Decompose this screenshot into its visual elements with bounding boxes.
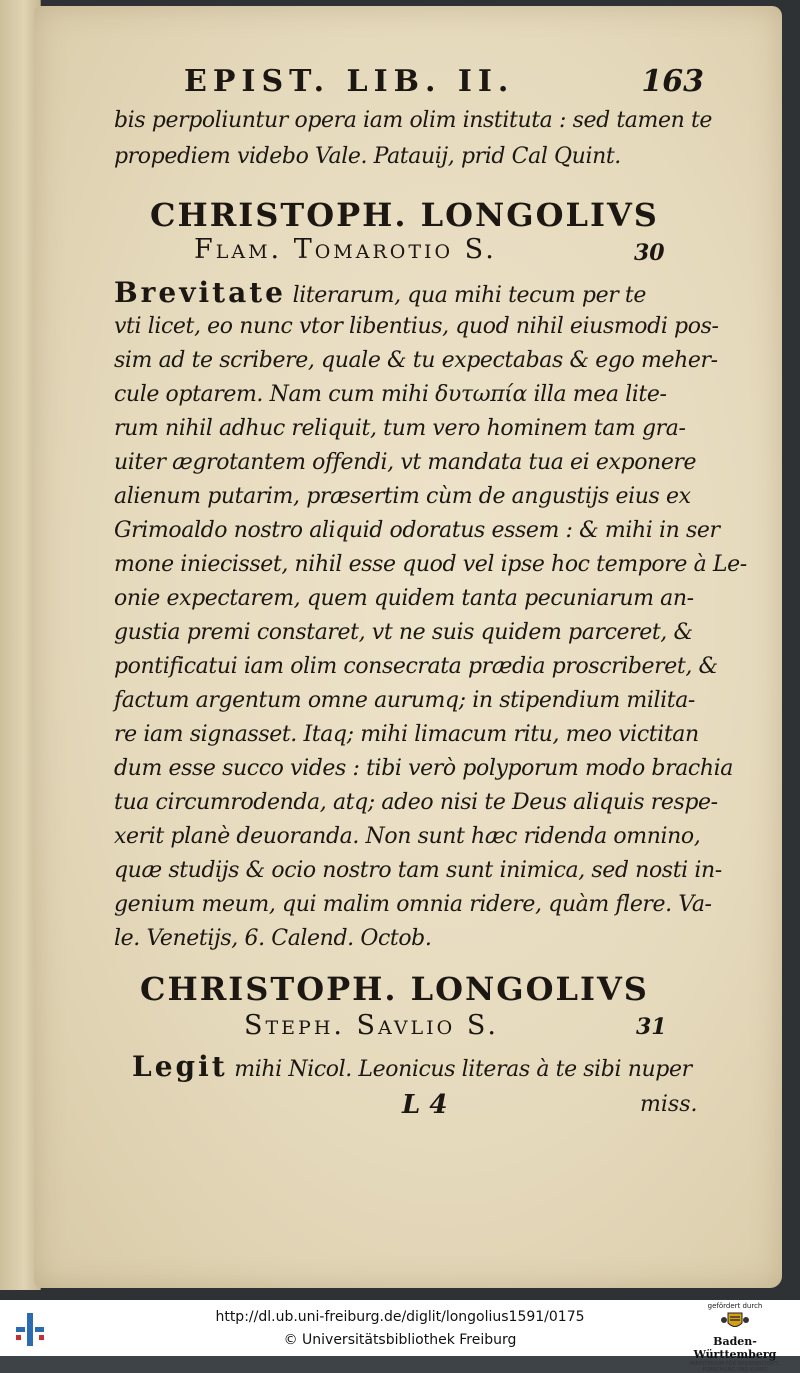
sponsor-state: Baden-Württemberg <box>693 1335 777 1361</box>
prev-letter-line: propediem videbo Vale. Patauij, prid Cal Quint. <box>114 144 621 169</box>
letter-30-dropcap: Brevitate <box>114 276 286 309</box>
letter-30-line: cule optarem. Nam cum mihi δυτωπία illa mea lite- <box>114 382 667 407</box>
letter-30-heading: CHRISTOPH. LONGOLIVS <box>150 196 659 234</box>
letter-30-line: onie expectarem, quem quidem tanta pecuniarum an- <box>114 586 694 611</box>
letter-30-line <box>114 278 704 311</box>
letter-31-number: 31 <box>636 1014 667 1040</box>
signature-mark: L 4 <box>402 1090 448 1120</box>
letter-30-line: le. Venetijs, 6. Calend. Octob. <box>114 926 432 951</box>
letter-30-line: gustia premi constaret, vt ne suis quidem parceret, & <box>114 620 693 645</box>
letter-30-number: 30 <box>634 240 665 266</box>
letter-30-line: pontificatui iam olim consecrata prædia proscriberet, & <box>114 654 718 679</box>
letter-30-line: sim ad te scribere, quale & tu expectabas & ego meher- <box>114 348 718 373</box>
letter-30-line: xerit planè deuoranda. Non sunt hæc ridenda omnino, <box>114 824 701 849</box>
state-coat-of-arms-icon <box>718 1311 752 1331</box>
permalink-url[interactable]: http://dl.ub.uni-freiburg.de/diglit/longolius1591/0175 <box>215 1309 585 1325</box>
letter-31-addressee: Steph. Savlio S. <box>244 1010 499 1041</box>
letter-30-line: dum esse succo vides : tibi verò polyporum modo brachia <box>114 756 733 781</box>
prev-letter-line: bis perpoliuntur opera iam olim instituta : sed tamen te <box>114 108 713 133</box>
letter-30-line: Grimoaldo nostro aliquid odoratus essem : & mihi in ser <box>114 518 720 543</box>
letter-30-line: genium meum, qui malim omnia ridere, quàm flere. Va- <box>114 892 712 917</box>
letter-30-line: re iam signasset. Itaq; mihi limacum ritu, meo victitan <box>114 722 699 747</box>
letter-30-line: vti licet, eo nunc vtor libentius, quod nihil eiusmodi pos- <box>114 314 719 339</box>
letter-31-heading: CHRISTOPH. LONGOLIVS <box>140 970 649 1008</box>
running-head <box>184 64 704 104</box>
letter-30-line-text: literarum, qua mihi tecum per te <box>292 283 646 308</box>
letter-30-line: rum nihil adhuc reliquit, tum vero hominem tam gra- <box>114 416 686 441</box>
folio-number: 163 <box>641 64 704 99</box>
letter-30-line: mone iniecisset, nihil esse quod vel ipse hoc tempore à Le- <box>114 552 747 577</box>
copyright-notice: © Universitätsbibliothek Freiburg <box>283 1332 517 1348</box>
letter-30-line: uiter ægrotantem offendi, vt mandata tua ei exponere <box>114 450 697 475</box>
letter-31-dropcap: Legit <box>132 1050 228 1083</box>
catchword: miss. <box>640 1092 698 1117</box>
letter-30-line: quæ studijs & ocio nostro tam sunt inimica, sed nosti in- <box>114 858 722 883</box>
letter-30-addressee: Flam. Tomarotio S. <box>194 234 497 265</box>
sponsor-label: gefördert durch <box>707 1302 763 1310</box>
viewer-footer <box>0 1300 800 1373</box>
sponsor-block <box>680 1302 790 1373</box>
book-page <box>34 6 782 1288</box>
running-head-title: EPIST. LIB. II. <box>184 64 515 99</box>
letter-30-line: factum argentum omne aurumq; in stipendium milita- <box>114 688 695 713</box>
letter-30-line: alienum putarim, præsertim cùm de angustijs eius ex <box>114 484 691 509</box>
letter-31-line <box>132 1052 722 1085</box>
letter-31-line-text: mihi Nicol. Leonicus literas à te sibi nuper <box>234 1057 692 1082</box>
sponsor-ministry: MINISTERIUM FÜR WISSENSCHAFT, FORSCHUNG UND KUNST <box>689 1361 781 1373</box>
letter-30-line: tua circumrodenda, atq; adeo nisi te Deus aliquis respe- <box>114 790 718 815</box>
